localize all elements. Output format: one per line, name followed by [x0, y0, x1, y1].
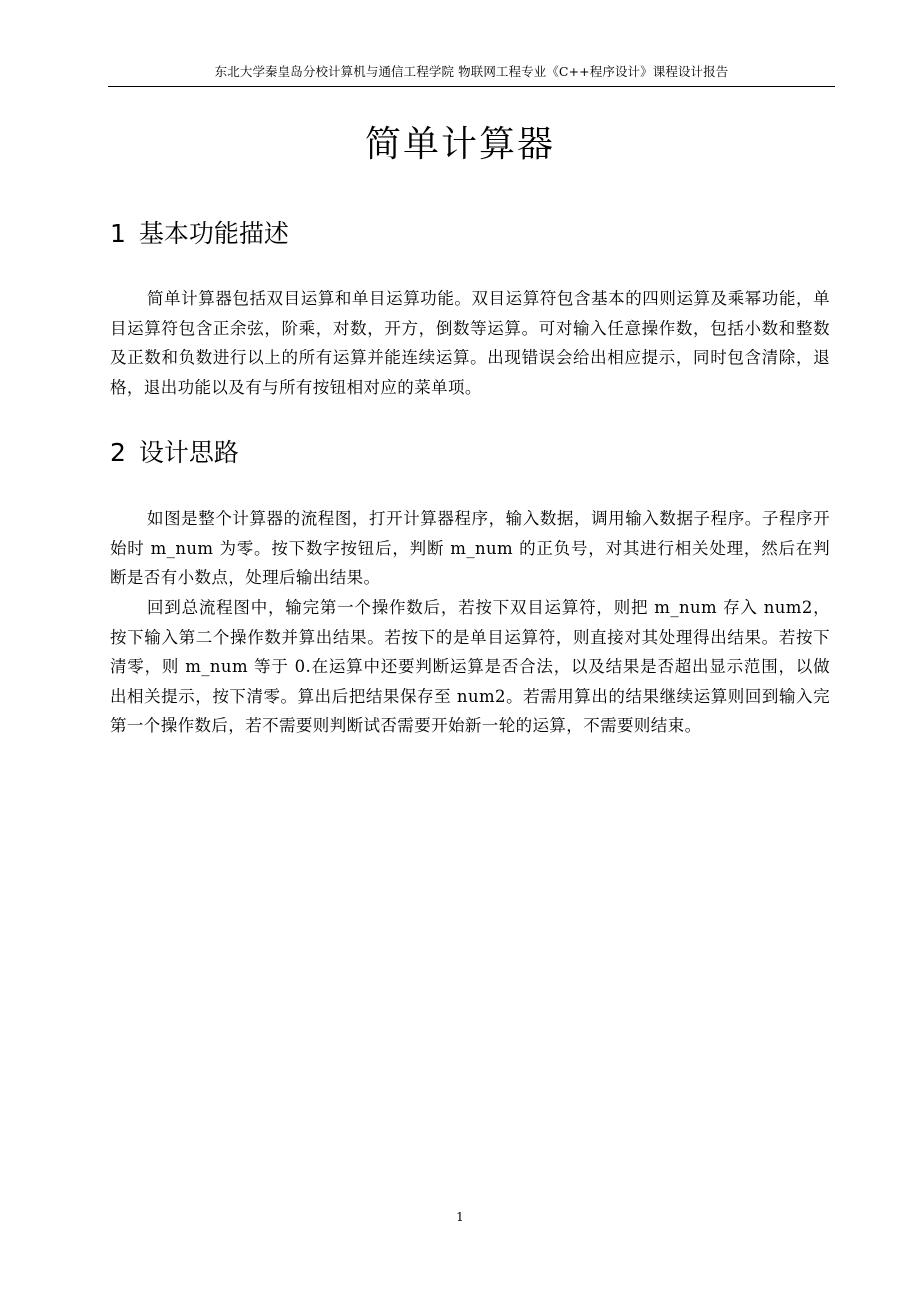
page-header	[108, 58, 835, 87]
paragraph-design-idea-2: 回到总流程图中，输完第一个操作数后，若按下双目运算符，则把 m_num 存入 num2，按下输入第二个操作数并算出结果。若按下的是单目运算符，则直接对其处理得出结果。若按下清零，则 m_num 等于 0.在运算中还要判断运算是否合法，以及结果是否超出显示范围，以做出相关提示，按下清零。算出后把结果保存至 num2。若需用算出的结果继续运算则回到输入完第一个操作数后，若不需要则判断试否需要开始新一轮的运算，不需要则结束。	[110, 598, 830, 735]
document-title: 简单计算器	[364, 124, 555, 165]
page-number: 1	[456, 1210, 464, 1224]
paragraph-design-idea-1: 如图是整个计算器的流程图，打开计算器程序，输入数据，调用输入数据子程序。子程序开始时 m_num 为零。按下数字按钮后，判断 m_num 的正负号，对其进行相关处理，然后在判断是否有小数点，处理后输出结果。	[110, 509, 830, 587]
section-title: 设计思路	[138, 438, 239, 467]
section-title: 基本功能描述	[138, 219, 289, 248]
paragraph-function-description: 简单计算器包括双目运算和单目运算功能。双目运算符包含基本的四则运算及乘幂功能，单目运算符包含正余弦，阶乘，对数，开方，倒数等运算。可对输入任意操作数，包括小数和整数及正数和负数进行以上的所有运算并能连续运算。出现错误会给出相应提示，同时包含清除，退格，退出功能以及有与所有按钮相对应的菜单项。	[110, 289, 830, 397]
section-number: 1	[110, 219, 126, 248]
section-heading-1	[110, 216, 289, 252]
section-number: 2	[110, 438, 126, 467]
header-text: 东北大学秦皇岛分校计算机与通信工程学院 物联网工程专业《C++程序设计》课程设计报告	[214, 64, 729, 79]
section-heading-2	[110, 435, 239, 471]
